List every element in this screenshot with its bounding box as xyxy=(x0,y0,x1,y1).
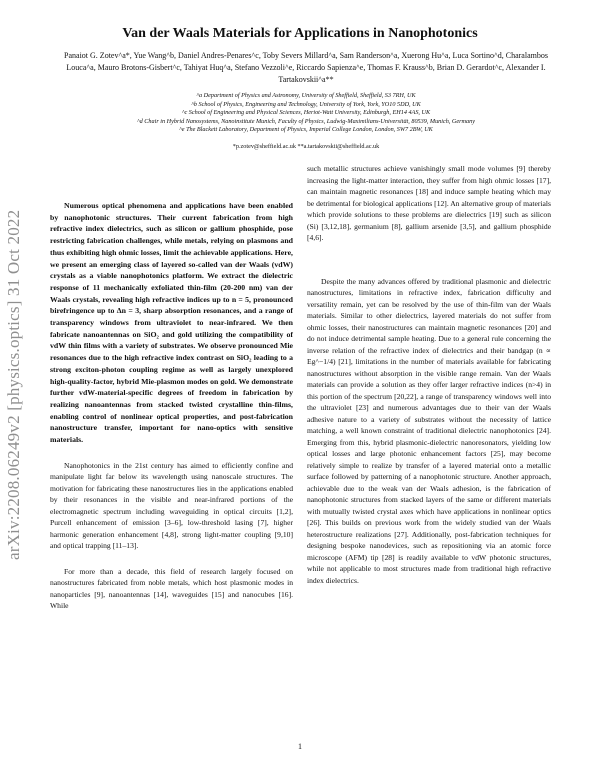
body-paragraph-1: Nanophotonics in the 21st century has aimed to efficiently confine and manipulate light far below its wavelength using nanoscale structures. The motivation for fabricating these nanostructures lies in the applications enabled by their resonances in the visible and near-infrared portions of the electromagnetic spectrum including waveguiding in optical circuits [1,2], Purcell enhancement of emission [3–6], low-threshold lasing [7], higher harmonic generation enhancement [4,8], strong light-matter coupling [9,10] and optical trapping [11–13]. xyxy=(50,460,293,551)
body-paragraph-2: For more than a decade, this field of research largely focused on nanostructures fabricated from noble metals, which host plasmonic modes in nanoparticles [9], nanoantennas [14], waveguides [15] and nanocubes [16]. While xyxy=(50,566,293,611)
corresponding-emails[interactable]: *p.zotev@sheffield.ac.uk **a.tartakovskii@sheffield.ac.uk xyxy=(232,143,380,150)
abstract: Numerous optical phenomena and applications have been enabled by nanophotonic structures. Their current fabrication from high refractive index dielectrics, such as silicon or gallium phosphide, pose restricting fabrication challenges, while metals, relying on plasmons and thus exhibiting high ohmic losses, limit the achievable applications. Here, we present an emerging class of layered so-called van der Waals (vdW) crystals as a viable nanophotonics platform. We extract the dielectric response of 11 mechanically exfoliated thin-film (20-200 nm) van der Waals crystals, revealing high refractive indices up to n = 5, pronounced birefringence up to Δn = 3, sharp absorption resonances, and a range of transparency windows from ultraviolet to near-infrared. We then fabricate nanoantennas on SiO₂ and gold utilizing the compatibility of vdW thin films with a variety of substrates. We observe pronounced Mie resonances due to the high refractive index contrast on SiO₂ leading to a strong exciton-photon coupling regime as well as largely unexplored high-quality-factor, hybrid Mie-plasmon modes on gold. We demonstrate further vdW-material-specific degrees of freedom in fabrication by realizing nanoantennas from stacked twisted crystalline thin-films, enabling control of nonlinear optical properties, and post-fabrication nanostructure transfer, important for nano-optics with sensitive materials. xyxy=(50,201,293,445)
body-paragraph-3: such metallic structures achieve vanishingly small mode volumes [9] thereby increasing the light-matter interaction, they suffer from high ohmic losses [17], can maintain magnetic resonances [18] and induce sample heating which may be detrimental for biological applications [12]. An alternative group of materials which provide solutions to these problems are dielectrics [19] such as silicon (Si) [3,12,18], germanium [8], gallium arsenide [3,5], and gallium phosphide [4,6]. xyxy=(307,164,551,242)
left-column xyxy=(50,200,293,612)
affiliation-d: ^d Chair in Hybrid Nanosystems, Nanoinstitute Munich, Faculty of Physics, Ludwig-Maximilians-Universität, 80539, Munich, Germany xyxy=(137,117,475,125)
page-number: 1 xyxy=(298,742,302,751)
affiliation-e: ^e The Blackett Laboratory, Department of Physics, Imperial College London, London, SW7 2BW, UK xyxy=(179,126,433,134)
right-column xyxy=(307,163,551,586)
affiliation-a: ^a Department of Physics and Astronomy, University of Sheffield, Sheffield, S3 7RH, UK xyxy=(196,92,416,99)
author-list: Panaiot G. Zotev^a*, Yue Wang^b, Daniel Andres-Penares^c, Toby Severs Millard^a, Sam Randerson^a, Xuerong Hu^a, Luca Sortino^d, Charalambos Louca^a, Mauro Brotons-Gisbert^c, Tahiyat Huq^a, Stefano Vezzoli^e, Riccardo Sapienza^e, Thomas F. Krauss^b, Brian D. Gerardot^c, Alexander I. Tartakovskii^a** xyxy=(64,51,548,84)
paper-title: Van der Waals Materials for Applications in Nanophotonics xyxy=(122,26,478,41)
affiliation-c: ^c School of Engineering and Physical Sciences, Heriot-Watt University, Edinburgh, EH14 4AS, UK xyxy=(181,109,431,117)
arxiv-identifier[interactable]: arXiv:2208.06249v2 [physics.optics] 31 Oct 2022 xyxy=(4,209,23,560)
affiliations xyxy=(58,92,554,135)
affiliation-b: ^b School of Physics, Engineering and Technology, University of York, York, YO10 5DD, UK xyxy=(191,100,421,108)
body-paragraph-4: Despite the many advances offered by traditional plasmonic and dielectric nanostructures, limitations in refractive index, fabrication difficulty and versatility remain, yet can be resolved by the use of thin-film van der Waals materials. Similar to other dielectrics, layered materials do not suffer from ohmic losses, their nanostructures can maintain magnetic resonances [20] and do not induce detrimental sample heating. Due to a general rule concerning the inverse relation of the refractive index of dielectrics and their bandgap (n ∝ Eg^−1/4) [21], limitations in the number of materials available for fabricating nanostructures without absorption in the visible range remain. Van der Waals materials can provide a solution as they offer larger refractive indices (n>4) in this portion of the spectrum [20,22], a range of transparency windows well into the ultraviolet [23] and numerous advantages due to their van der Waals adhesive nature to a variety of substrates without the necessity of lattice matching, a well known constraint of traditional dielectric nanophotonics [24]. Emerging from this, hybrid plasmonic-dielectric nanoresonators, yielding low optical losses and large photonic enhancement factors [25], may become relatively simple to realize by transfer of a layered material onto a metallic surface followed by patterning of a nanophotonic structure. Another approach, achievable due to the weak van der Waals adhesion, is the fabrication of nanophotonic structures from stacked layers of the same or different materials with mutually twisted crystal axes which have applications in nonlinear optics [26]. This builds on previous work from the widely studied van der Waals heterostructure realizations [27]. Additionally, post-fabrication techniques for designing bespoke nanodevices, such as repositioning via an atomic force microscope (AFM) tip [28] is readily available to vdW photonic structures, while not applicable to most structures made from traditional high refractive index dielectrics. xyxy=(307,276,551,585)
